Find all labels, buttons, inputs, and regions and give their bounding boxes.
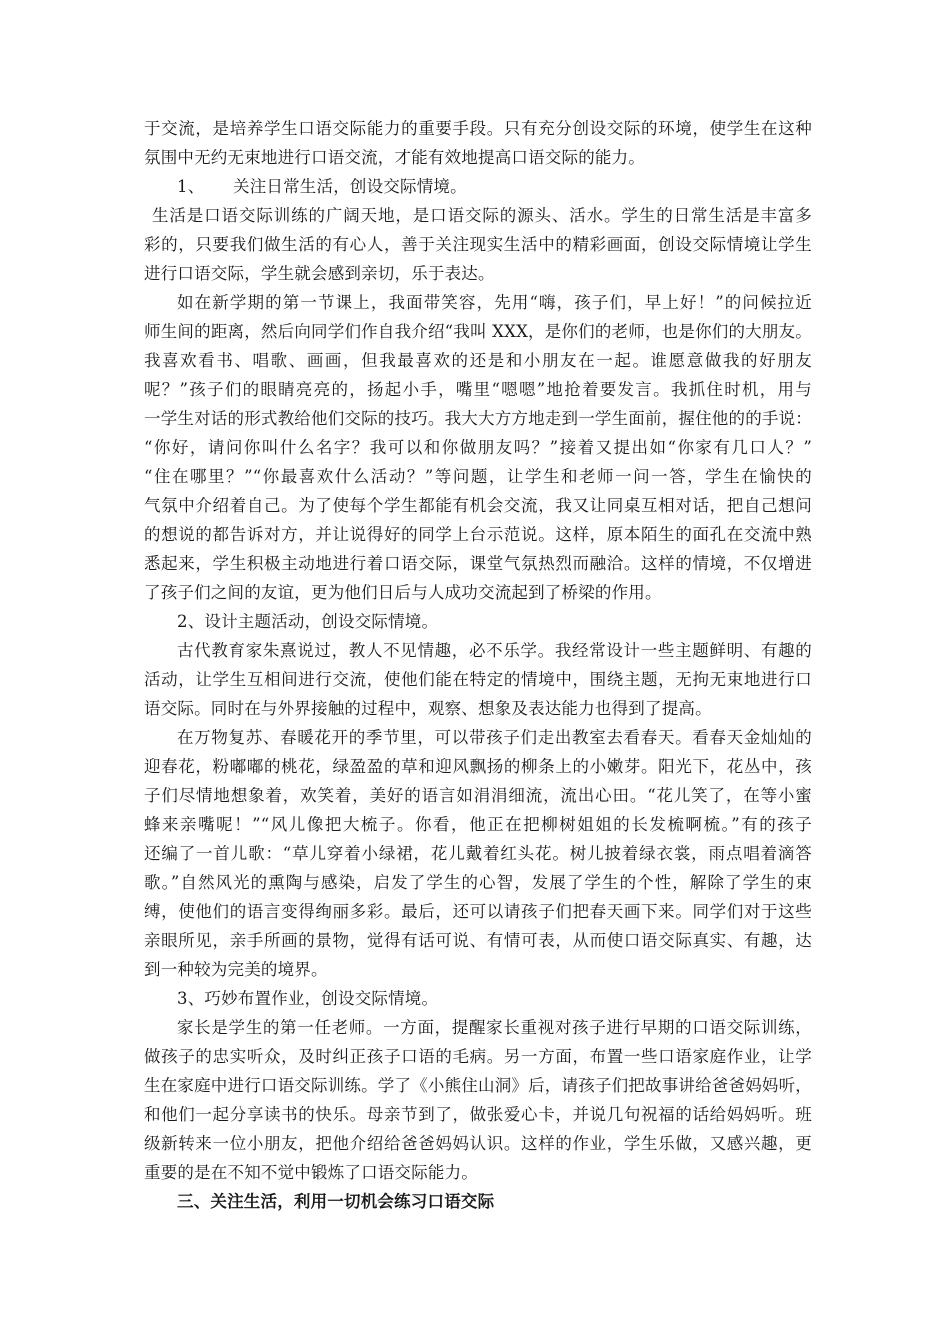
text-line: “你好，请问你叫什么名字？我可以和你做朋友吗？”接着又提出如“你家有几口人？” [144, 438, 812, 457]
paragraph [144, 114, 812, 172]
text-line: 语交际。同时在与外界接触的过程中，观察、想象及表达能力也得到了提高。 [144, 699, 712, 718]
text-line: 亲眼所见，亲手所画的景物，觉得有话可说、有情可表，从而使口语交际真实、有趣，达 [144, 931, 812, 950]
text-line: 到一种较为完美的境界。 [144, 960, 328, 979]
paragraph [144, 636, 812, 723]
text-line: 迎春花，粉嘟嘟的桃花，绿盈盈的草和迎风飘扬的柳条上的小嫩芽。阳光下，花丛中，孩 [144, 757, 812, 776]
text-line: “住在哪里？”“你最喜欢什么活动？”等问题，让学生和老师一问一答，学生在愉快的 [144, 467, 812, 486]
section-heading [144, 607, 812, 636]
text-line: 于交流，是培养学生口语交际能力的重要手段。只有充分创设交际的环境，使学生在这种 [144, 119, 812, 138]
text-line: 氛围中无约无束地进行口语交流，才能有效地提高口语交际的能力。 [144, 148, 645, 167]
heading-line: 2、设计主题活动，创设交际情境。 [177, 612, 439, 631]
text-line: 级新转来一位小朋友，把他介绍给爸爸妈妈认识。这样的作业，学生乐做，又感兴趣，更 [144, 1134, 812, 1153]
text-line: 呢？”孩子们的眼睛亮亮的，扬起小手，嘴里“嗯嗯”地抢着要发言。我抓住时机，用与 [144, 380, 812, 399]
heading-line: 3、巧妙布置作业，创设交际情境。 [177, 989, 439, 1008]
text-line: 悉起来，学生积极主动地进行着口语交际，课堂气氛热烈而融洽。这样的情境，不仅增进 [144, 554, 812, 573]
paragraph [144, 723, 812, 984]
paragraph [144, 1013, 812, 1187]
text-line: 气氛中介绍着自己。为了使每个学生都能有机会交流，我又让同桌互相对话，把自己想问 [144, 496, 812, 515]
document-page [144, 114, 812, 1216]
text-line: 古代教育家朱熹说过，教人不见情趣，必不乐学。我经常设计一些主题鲜明、有趣的 [177, 641, 812, 660]
text-line: 的想说的都告诉对方，并让说得好的同学上台示范说。这样，原本陌生的面孔在交流中熟 [144, 525, 812, 544]
paragraph [144, 201, 812, 288]
text-line: 师生间的距离，然后向同学们作自我介绍“我叫 XXX，是你们的老师，也是你们的大朋友。 [144, 322, 812, 341]
text-line: 做孩子的忠实听众，及时纠正孩子口语的毛病。另一方面，布置一些口语家庭作业，让学 [144, 1047, 812, 1066]
text-line: 生活是口语交际训练的广阔天地，是口语交际的源头、活水。学生的日常生活是丰富多 [152, 206, 812, 225]
paragraph [144, 288, 812, 607]
text-line: 缚，使他们的语言变得绚丽多彩。最后，还可以请孩子们把春天画下来。同学们对于这些 [144, 902, 812, 921]
text-line: 彩的，只要我们做生活的有心人，善于关注现实生活中的精彩画面，创设交际情境让学生 [144, 235, 812, 254]
text-line: 如在新学期的第一节课上，我面带笑容，先用“嗨，孩子们，早上好！”的问候拉近 [177, 293, 812, 312]
text-line: 活动，让学生互相间进行交流，使他们能在特定的情境中，围绕主题，无拘无束地进行口 [144, 670, 812, 689]
text-line: 蜂来亲嘴呢！”“风儿像把大梳子。你看，他正在把柳树姐姐的长发梳啊梳。”有的孩子 [144, 815, 812, 834]
text-line: 一学生对话的形式教给他们交际的技巧。我大大方方地走到一学生面前，握住他的的手说： [144, 409, 812, 428]
bold-heading-line: 三、关注生活，利用一切机会练习口语交际 [177, 1192, 495, 1211]
text-line: 在万物复苏、春暖花开的季节里，可以带孩子们走出教室去看春天。看春天金灿灿的 [177, 728, 812, 747]
text-line: 进行口语交际，学生就会感到亲切，乐于表达。 [144, 264, 495, 283]
heading-line [144, 172, 812, 201]
section-heading [144, 984, 812, 1013]
text-line: 家长是学生的第一任老师。一方面，提醒家长重视对孩子进行早期的口语交际训练， [177, 1018, 812, 1037]
text-line: 了孩子们之间的友谊，更为他们日后与人成功交流起到了桥梁的作用。 [144, 583, 662, 602]
text-line: 重要的是在不知不觉中锻炼了口语交际能力。 [144, 1163, 478, 1182]
text-line: 生在家庭中进行口语交际训练。学了《小熊住山洞》后，请孩子们把故事讲给爸爸妈妈听， [144, 1076, 812, 1095]
text-line: 还编了一首儿歌：“草儿穿着小绿裙，花儿戴着红头花。树儿披着绿衣裳，雨点唱着滴答 [144, 844, 812, 863]
heading-text: 关注日常生活，创设交际情境。 [233, 177, 467, 196]
text-line: 歌。”自然风光的熏陶与感染，启发了学生的心智，发展了学生的个性，解除了学生的束 [144, 873, 812, 892]
text-line: 子们尽情地想象着，欢笑着，美好的语言如涓涓细流，流出心田。“花儿笑了，在等小蜜 [144, 786, 812, 805]
text-line: 我喜欢看书、唱歌、画画，但我最喜欢的还是和小朋友在一起。谁愿意做我的好朋友 [144, 351, 812, 370]
heading-number: 1、 [177, 177, 205, 196]
section-heading [144, 172, 812, 201]
section-heading [144, 1187, 812, 1216]
text-line: 和他们一起分享读书的快乐。母亲节到了，做张爱心卡，并说几句祝福的话给妈妈听。班 [144, 1105, 812, 1124]
